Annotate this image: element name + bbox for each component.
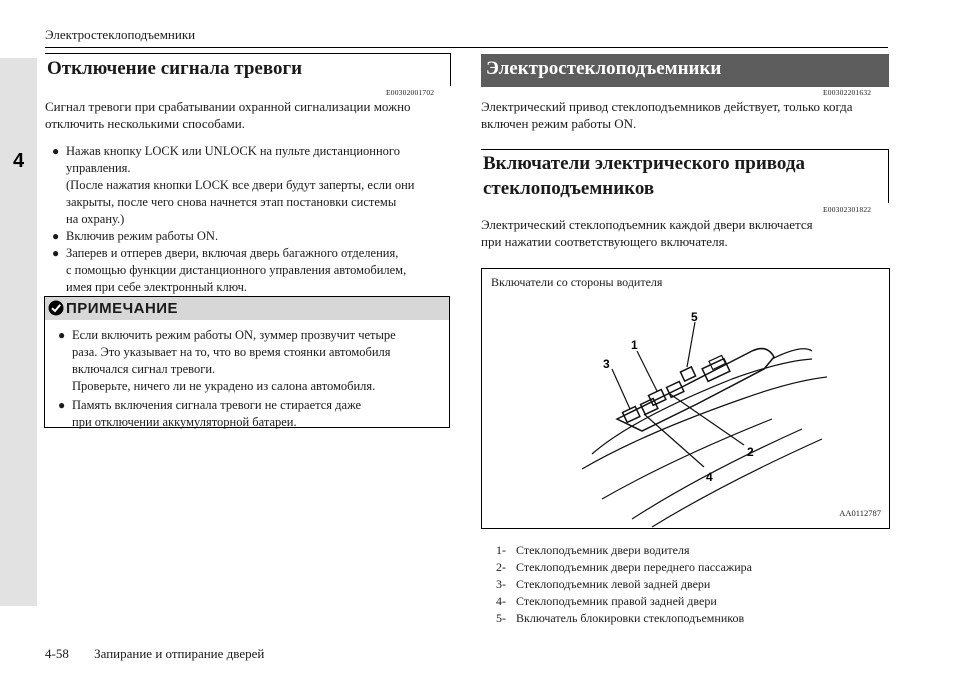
list-item-line: при отключении аккумуляторной батареи. [72,415,297,429]
legend-item [496,559,752,576]
figure-caption: Включатели со стороны водителя [491,275,663,289]
bullet-icon: ● [58,398,66,412]
bullet-icon: ● [58,328,66,342]
list-item-line: на охрану.) [66,212,125,226]
legend-number: 2- [496,560,506,574]
switches-code: E00302301822 [823,205,872,214]
power-windows-intro [481,98,891,132]
legend-number: 4- [496,594,506,608]
list-item-line: имея при себе электронный ключ. [66,280,248,294]
legend-text: Стеклоподъемник двери переднего пассажира [516,560,752,574]
list-item-line: управления. [66,161,131,175]
list-item [58,327,448,395]
intro-line: Электрический привод стеклоподъемников действует, только когда [481,99,853,114]
legend-item [496,610,752,627]
list-item-line: Если включить режим работы ON, зуммер прозвучит четыре [72,328,396,342]
intro-line: при нажатии соответствующего включателя. [481,234,728,249]
switches-intro [481,216,891,250]
figure-image-code: AA0112787 [839,508,881,518]
chapter-sidebar [0,58,37,606]
legend-item [496,576,752,593]
page-footer [45,646,264,662]
bullet-icon: ● [52,229,60,243]
list-item [52,245,454,296]
list-item-line: Память включения сигнала тревоги не стирается даже [72,398,362,412]
legend-text: Включатель блокировки стеклоподъемников [516,611,745,625]
list-item [52,143,454,228]
list-item-line: Включив режим работы ON. [66,229,219,243]
switches-title-line: Включатели электрического привода [483,153,805,174]
bullet-icon: ● [52,246,60,260]
alarm-intro [45,98,455,132]
alarm-section-title: Отключение сигнала тревоги [47,58,303,79]
running-header: Электростеклоподъемники [45,27,196,42]
header-rule [45,47,888,48]
power-windows-code: E00302201632 [823,88,872,97]
callout-3: 3 [603,357,610,371]
legend-text: Стеклоподъемник левой задней двери [516,577,711,591]
legend-number: 1- [496,543,506,557]
legend-number: 5- [496,611,506,625]
callout-5: 5 [691,310,698,324]
list-item-line: с помощью функции дистанционного управления автомобилем, [66,263,407,277]
page-number: 4-58 [45,646,69,661]
alarm-intro-line: Сигнал тревоги при срабатывании охранной сигнализации можно [45,99,411,114]
legend-number: 3- [496,577,506,591]
switches-heading [481,149,889,203]
list-item-line: (После нажатия кнопки LOCK все двери будут заперты, если они [66,178,415,192]
list-item-line: Заперев и отперев двери, включая дверь багажного отделения, [66,246,399,260]
legend-item [496,542,752,559]
legend-item [496,593,752,610]
power-windows-heading [481,54,889,87]
alarm-intro-line: отключить несколькими способами. [45,116,245,131]
callout-1: 1 [631,338,638,352]
power-windows-title: Электростеклоподъемники [486,58,722,79]
chapter-number: 4 [12,150,25,172]
switches-title-line: стеклоподъемников [483,178,655,199]
intro-line: Электрический стеклоподъемник каждой двери включается [481,217,813,232]
note-box [44,296,450,428]
bullet-icon: ● [52,144,60,158]
alarm-section-heading [45,53,451,86]
driver-switch-panel-illustration [482,269,889,528]
list-item-line: раза. Это указывает на то, что во время стоянки автомобиля [72,345,391,359]
note-header [45,297,449,320]
list-item [58,397,448,431]
checkmark-icon [48,300,64,316]
intro-line: включен режим работы ON. [481,116,637,131]
footer-chapter-title: Запирание и отпирание дверей [94,646,265,661]
figure-legend [496,542,752,627]
alarm-section-code: E00302001702 [386,88,435,97]
callout-2: 2 [747,445,754,459]
switches-figure [481,268,890,529]
callout-4: 4 [706,470,713,484]
note-body [58,327,448,431]
legend-text: Стеклоподъемник двери водителя [516,543,690,557]
list-item [52,228,454,245]
list-item-line: включался сигнал тревоги. [72,362,216,376]
list-item-line: закрыты, после чего снова начнется этап постановки системы [66,195,397,209]
legend-text: Стеклоподъемник правой задней двери [516,594,717,608]
alarm-methods-list [52,143,454,296]
list-item-line: Нажав кнопку LOCK или UNLOCK на пульте дистанционного [66,144,400,158]
note-label: ПРИМЕЧАНИЕ [66,300,179,317]
list-item-line: Проверьте, ничего ли не украдено из салона автомобиля. [72,379,376,393]
